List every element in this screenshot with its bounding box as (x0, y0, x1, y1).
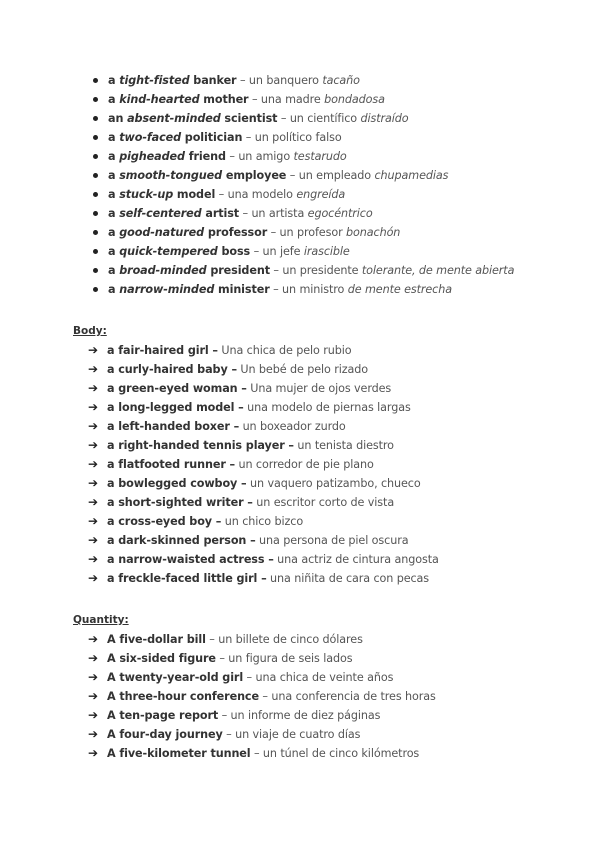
list-item: ➔ A three-hour conference – una conferencia de tres horas (0, 687, 436, 706)
arrow-icon: ➔ (88, 362, 98, 376)
arrow-icon: ➔ (88, 571, 98, 585)
arrow-icon: ➔ (88, 381, 98, 395)
list-item: a good-natured professor – un profesor bonachón (0, 223, 514, 242)
list-item: ➔ a freckle-faced little girl – una niñita de cara con pecas (0, 569, 439, 588)
bullet-icon (93, 78, 98, 83)
bullet-icon (93, 154, 98, 159)
arrow-icon: ➔ (88, 552, 98, 566)
arrow-icon: ➔ (88, 343, 98, 357)
arrow-icon: ➔ (88, 457, 98, 471)
list-item: a two-faced politician – un político falso (0, 128, 514, 147)
list-item: ➔ a long-legged model – una modelo de piernas largas (0, 398, 439, 417)
list-item: ➔ A five-dollar bill – un billete de cinco dólares (0, 630, 436, 649)
arrow-icon: ➔ (88, 495, 98, 509)
list-item: ➔ a narrow-waisted actress – una actriz de cintura angosta (0, 550, 439, 569)
list-item: a smooth-tongued employee – un empleado chupamedias (0, 166, 514, 185)
list-item: ➔ a fair-haired girl – Una chica de pelo rubio (0, 341, 439, 360)
list-item: a kind-hearted mother – una madre bondadosa (0, 90, 514, 109)
arrow-icon: ➔ (88, 514, 98, 528)
adjective-list (0, 71, 514, 299)
list-item: a self-centered artist – un artista egocéntrico (0, 204, 514, 223)
arrow-icon: ➔ (88, 746, 98, 760)
list-item: ➔ A twenty-year-old girl – una chica de veinte años (0, 668, 436, 687)
arrow-icon: ➔ (88, 476, 98, 490)
section-heading-quantity: Quantity: (73, 614, 129, 626)
list-item: ➔ A ten-page report – un informe de diez páginas (0, 706, 436, 725)
list-item: ➔ a cross-eyed boy – un chico bizco (0, 512, 439, 531)
arrow-icon: ➔ (88, 670, 98, 684)
arrow-icon: ➔ (88, 632, 98, 646)
arrow-icon: ➔ (88, 651, 98, 665)
list-item: ➔ a green-eyed woman – Una mujer de ojos verdes (0, 379, 439, 398)
bullet-icon (93, 230, 98, 235)
arrow-icon: ➔ (88, 400, 98, 414)
list-item: ➔ A four-day journey – un viaje de cuatro días (0, 725, 436, 744)
list-item: ➔ A six-sided figure – un figura de seis lados (0, 649, 436, 668)
arrow-icon: ➔ (88, 727, 98, 741)
list-item: a pigheaded friend – un amigo testarudo (0, 147, 514, 166)
body-list (0, 341, 439, 588)
quantity-list (0, 630, 436, 763)
bullet-icon (93, 287, 98, 292)
bullet-icon (93, 116, 98, 121)
bullet-icon (93, 268, 98, 273)
bullet-icon (93, 249, 98, 254)
list-item: a broad-minded president – un presidente tolerante, de mente abierta (0, 261, 514, 280)
list-item: ➔ a flatfooted runner – un corredor de pie plano (0, 455, 439, 474)
bullet-icon (93, 211, 98, 216)
bullet-icon (93, 173, 98, 178)
arrow-icon: ➔ (88, 533, 98, 547)
bullet-icon (93, 135, 98, 140)
list-item: ➔ A five-kilometer tunnel – un túnel de cinco kilómetros (0, 744, 436, 763)
list-item: ➔ a dark-skinned person – una persona de piel oscura (0, 531, 439, 550)
list-item: a stuck-up model – una modelo engreída (0, 185, 514, 204)
arrow-icon: ➔ (88, 708, 98, 722)
list-item: ➔ a bowlegged cowboy – un vaquero patizambo, chueco (0, 474, 439, 493)
list-item: a tight-fisted banker – un banquero tacaño (0, 71, 514, 90)
list-item: a quick-tempered boss – un jefe irascible (0, 242, 514, 261)
list-item: an absent-minded scientist – un científico distraído (0, 109, 514, 128)
arrow-icon: ➔ (88, 419, 98, 433)
section-heading-body: Body: (73, 325, 107, 337)
list-item: ➔ a short-sighted writer – un escritor corto de vista (0, 493, 439, 512)
list-item: ➔ a right-handed tennis player – un tenista diestro (0, 436, 439, 455)
bullet-icon (93, 97, 98, 102)
list-item: a narrow-minded minister – un ministro de mente estrecha (0, 280, 514, 299)
arrow-icon: ➔ (88, 689, 98, 703)
list-item: ➔ a curly-haired baby – Un bebé de pelo rizado (0, 360, 439, 379)
arrow-icon: ➔ (88, 438, 98, 452)
list-item: ➔ a left-handed boxer – un boxeador zurdo (0, 417, 439, 436)
bullet-icon (93, 192, 98, 197)
